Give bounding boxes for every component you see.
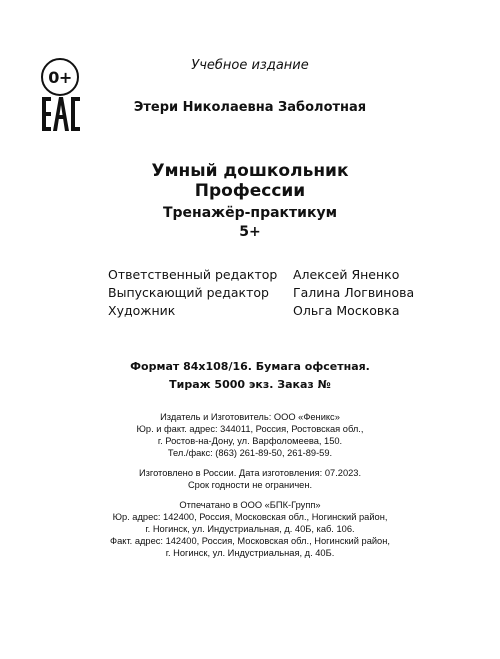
manufacture-block	[0, 467, 500, 491]
age-rating-badge: 0+	[41, 58, 79, 96]
age-mark: 5+	[239, 224, 261, 240]
publisher-line: Тел./факс: (863) 261-89-50, 261-89-59.	[167, 448, 333, 458]
credits-list	[108, 266, 438, 320]
credit-row	[108, 284, 438, 302]
credit-row	[108, 302, 438, 320]
credit-name: Алексей Яненко	[293, 267, 400, 282]
credit-row	[108, 266, 438, 284]
printer-line: г. Ногинск, ул. Индустриальная, д. 40Б, каб. 106.	[145, 524, 355, 534]
publisher-line: Юр. и факт. адрес: 344011, Россия, Ростовская обл.,	[136, 424, 364, 434]
credit-role: Ответственный редактор	[108, 267, 278, 282]
book-title-line-1: Умный дошкольник	[151, 161, 349, 181]
printer-block	[0, 499, 500, 559]
book-subtitle: Тренажёр-практикум	[162, 205, 338, 221]
publisher-line: г. Ростов-на-Дону, ул. Варфоломеева, 150.	[157, 436, 343, 446]
printer-line: Юр. адрес: 142400, Россия, Московская обл., Ногинский район,	[112, 512, 388, 522]
manufacture-line: Срок годности не ограничен.	[187, 480, 313, 490]
printer-line: Отпечатано в ООО «БПК-Групп»	[179, 500, 321, 510]
credit-role: Выпускающий редактор	[108, 285, 269, 300]
publisher-block	[0, 411, 500, 459]
book-title-line-2: Профессии	[194, 181, 306, 201]
manufacture-line: Изготовлено в России. Дата изготовления: 07.2023.	[138, 468, 362, 478]
credit-role: Художник	[108, 303, 176, 318]
printer-line: г. Ногинск, ул. Индустриальная, д. 40Б.	[165, 548, 335, 558]
format-line: Формат 84x108/16. Бумага офсетная.	[130, 360, 370, 373]
credit-name: Галина Логвинова	[293, 285, 415, 300]
edition-type: Учебное издание	[191, 58, 309, 73]
publisher-line: Издатель и Изготовитель: ООО «Феникс»	[160, 412, 340, 422]
credit-name: Ольга Московка	[293, 303, 400, 318]
printer-line: Факт. адрес: 142400, Россия, Московская обл., Ногинский район,	[110, 536, 390, 546]
author-name: Этери Николаевна Заболотная	[133, 100, 367, 115]
print-run-line: Тираж 5000 экз. Заказ №	[169, 378, 331, 391]
